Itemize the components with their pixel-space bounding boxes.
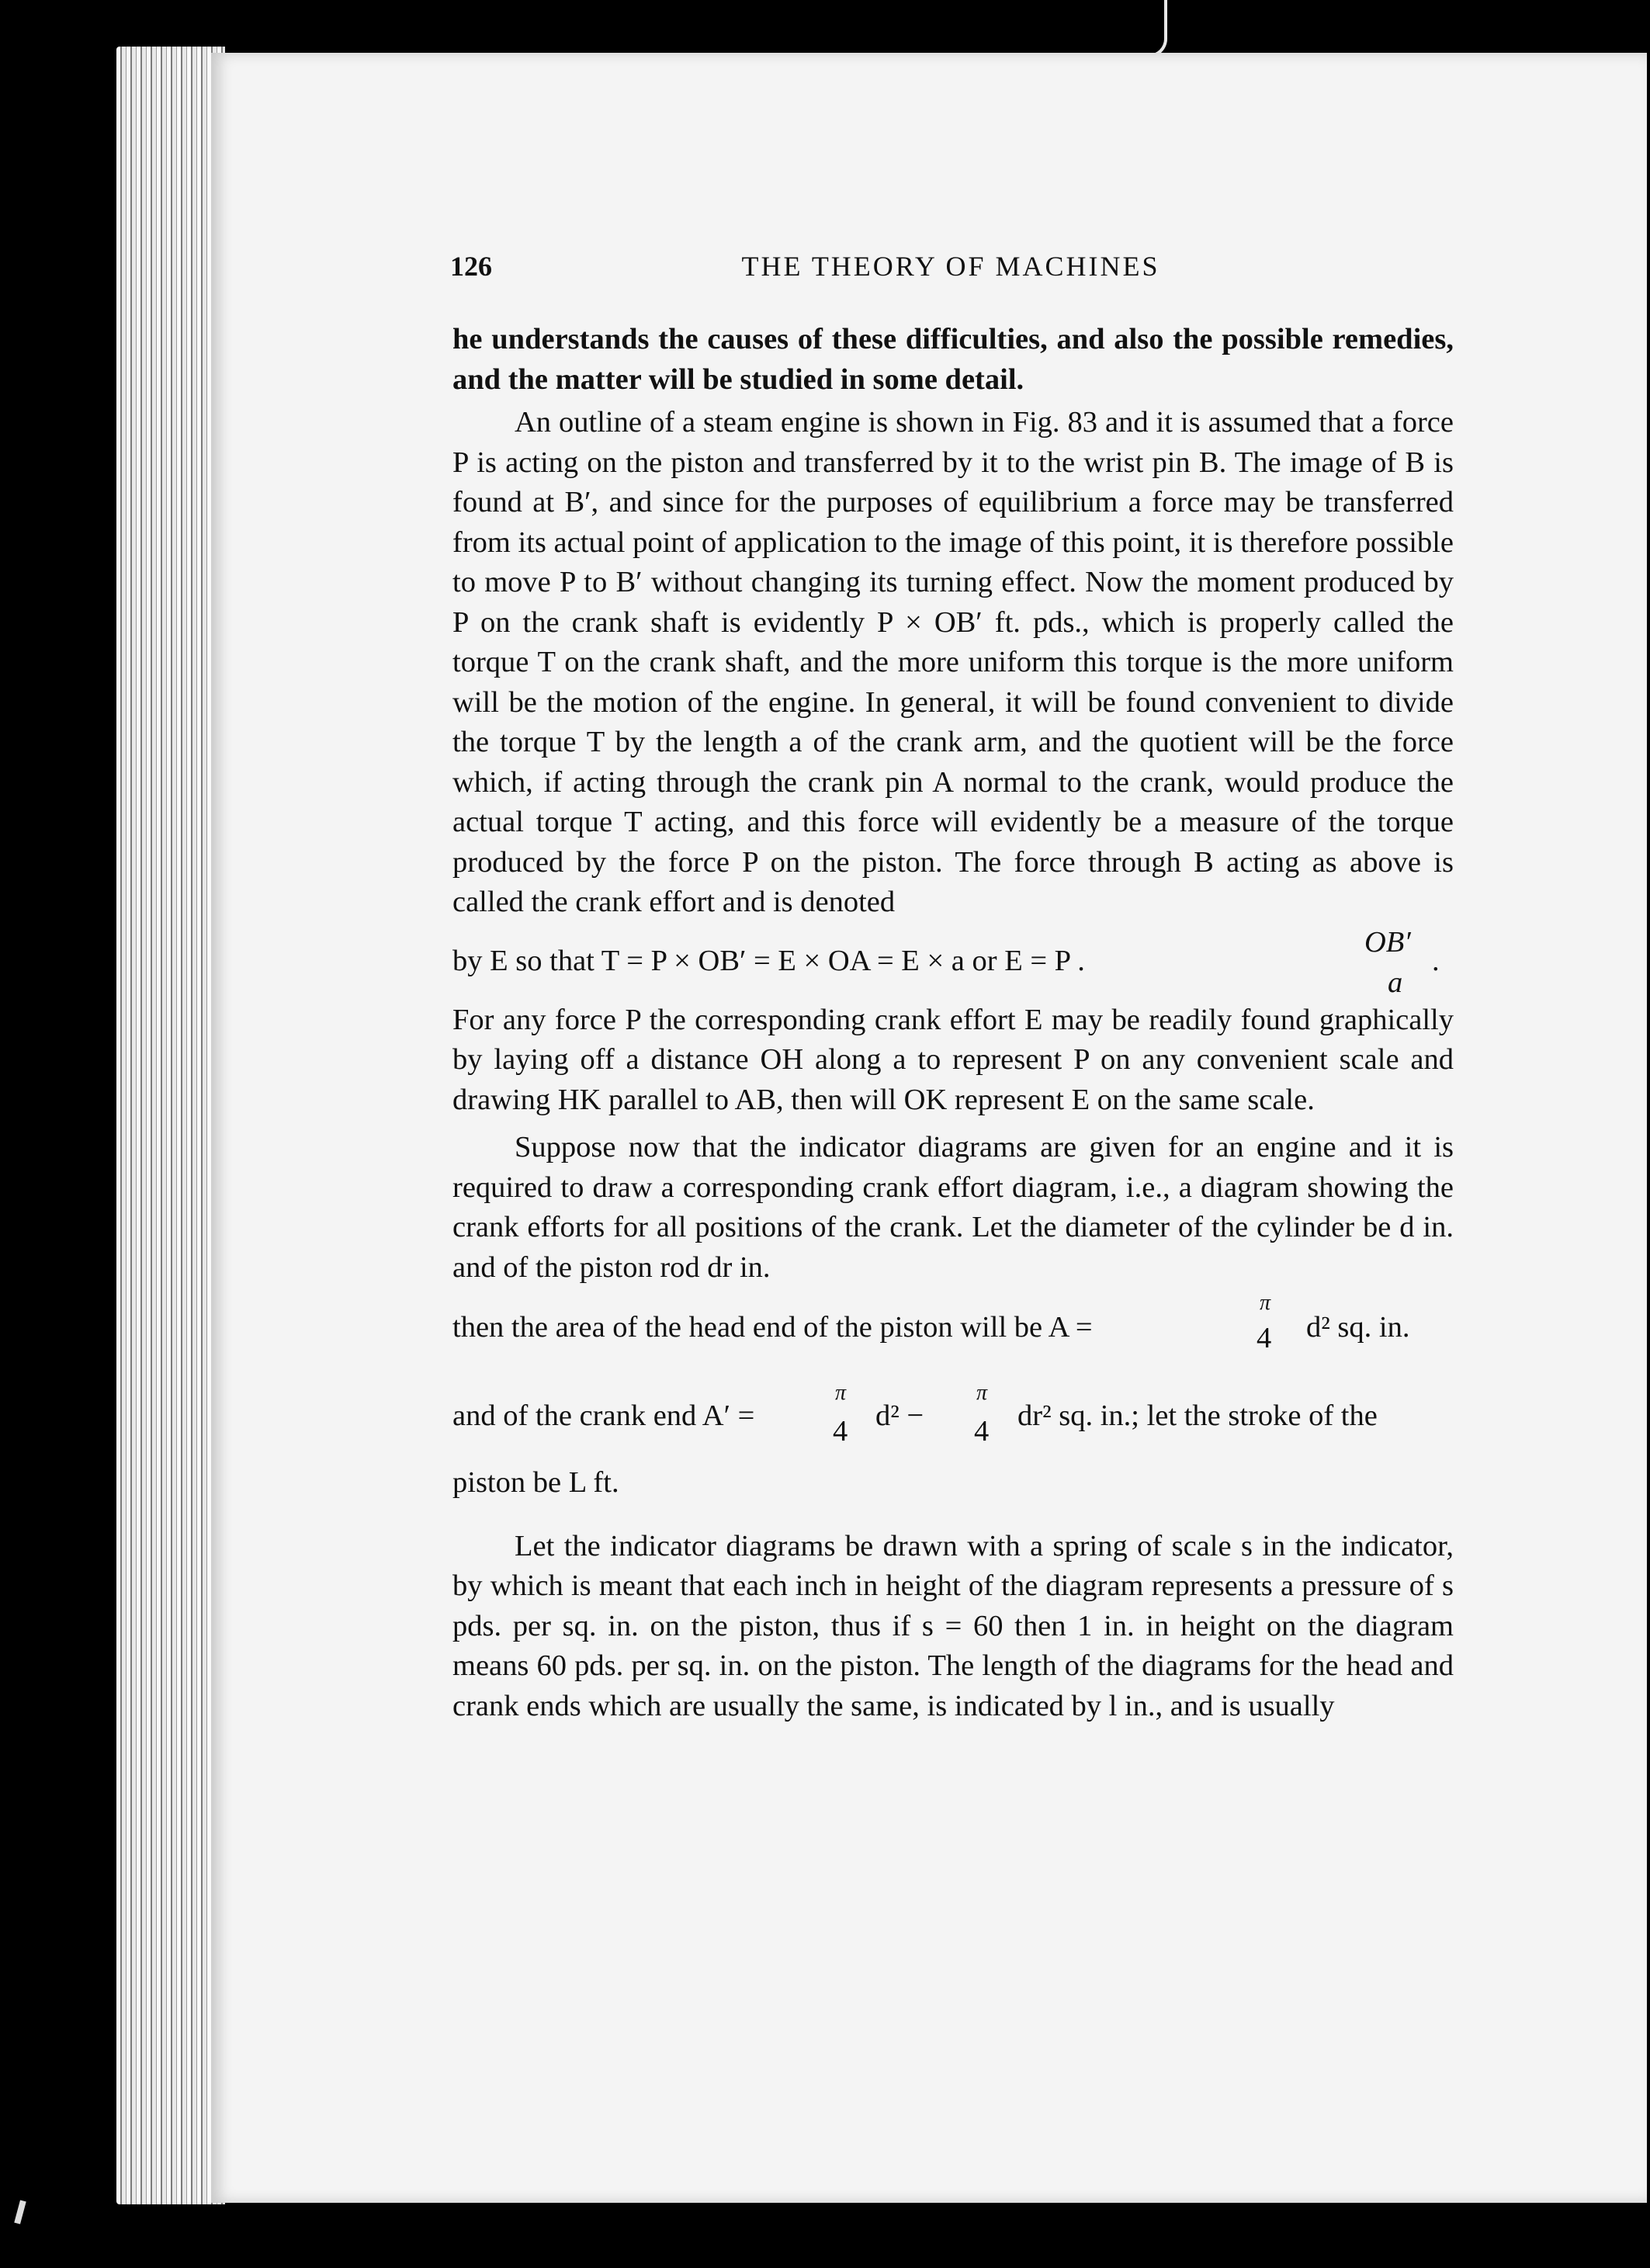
fraction-denominator: 4 — [1257, 1322, 1272, 1354]
page-header — [450, 250, 1451, 289]
fraction-numerator: OB′ — [1364, 925, 1411, 959]
equation-tail: d² sq. in. — [1306, 1311, 1410, 1344]
equation-middle: d² − — [875, 1399, 924, 1432]
fraction-denominator: 4 — [833, 1415, 848, 1448]
equation-text: by E so that T = P × OB′ = E × OA = E × a or E = P . — [452, 944, 1085, 977]
binding-mark — [1147, 0, 1167, 57]
fraction-numerator: π — [835, 1381, 847, 1405]
fraction-numerator: π — [1260, 1291, 1271, 1315]
body-text — [452, 320, 1454, 1726]
book-page-edges — [116, 47, 225, 2204]
fraction-numerator-2: π — [976, 1381, 988, 1405]
paragraph-2: An outline of a steam engine is shown in Fig. 83 and it is assumed that a force P is acting on the piston and transferred by it to the wrist pin B. The image of B is found at B′, and since for the purposes of equilibrium a force may be transferred from its actual point of application to the image of this point, it is therefore possible to move P to B′ without changing its turning effect. Now the moment produced by P on the crank shaft is evidently P × OB′ ft. pds., which is properly called the torque T on the crank shaft, and the more uniform this torque is the more uniform will be the motion of the engine. In general, it will be found convenient to divide the torque T by the length a of the crank arm, and the quotient will be the force which, if acting through the crank pin A normal to the crank, would produce the actual torque T acting, and this force will evidently be a measure of the torque produced by the force P on the piston. The force through B acting as above is called the crank effort and is denoted — [452, 406, 1454, 918]
equation-head-area — [452, 1288, 1454, 1381]
paragraph-4: Suppose now that the indicator diagrams are given for an engine and it is required to draw a corresponding crank effort diagram, i.e., a diagram showing the crank efforts for all positions of the crank. Let the diameter of the cylinder be d in. and of the piston rod dr in. — [452, 1131, 1454, 1284]
paragraph-5: piston be L ft. — [452, 1466, 619, 1499]
equation-text: then the area of the head end of the piston will be A = — [452, 1311, 1093, 1344]
running-title: THE THEORY OF MACHINES — [741, 251, 1160, 282]
equation-text: and of the crank end A′ = — [452, 1399, 755, 1432]
edge-speck — [14, 2200, 26, 2224]
equation-crank-area — [452, 1381, 1454, 1466]
equation-crank-effort: by E so that T = P × OB′ = E × OA = E × a or E = P . OB′ a . — [452, 923, 1454, 1000]
paragraph-6: Let the indicator diagrams be drawn with a spring of scale s in the indicator, by which is meant that each inch in height of the diagram represents a pressure of s pds. per sq. in. on the piston, thus if s = 60 then 1 in. in height on the diagram means 60 pds. per sq. in. on the piston. The length of the diagrams for the head and crank ends which are usually the same, is indicated by l in., and is usually — [452, 1529, 1454, 1722]
fraction-denominator-2: 4 — [974, 1415, 990, 1448]
equation-tail: dr² sq. in.; let the stroke of the — [1017, 1399, 1378, 1432]
paragraph-1: he understands the causes of these difficulties, and also the possible remedies, and the matter will be studied in some detail. — [452, 323, 1454, 396]
paragraph-3: For any force P the corresponding crank effort E may be readily found graphically by laying off a distance OH along a to represent P on any convenient scale and drawing HK parallel to AB, then will OK represent E on the same scale. — [452, 1003, 1454, 1116]
fraction-denominator: a — [1388, 966, 1403, 999]
page-number: 126 — [450, 251, 492, 282]
